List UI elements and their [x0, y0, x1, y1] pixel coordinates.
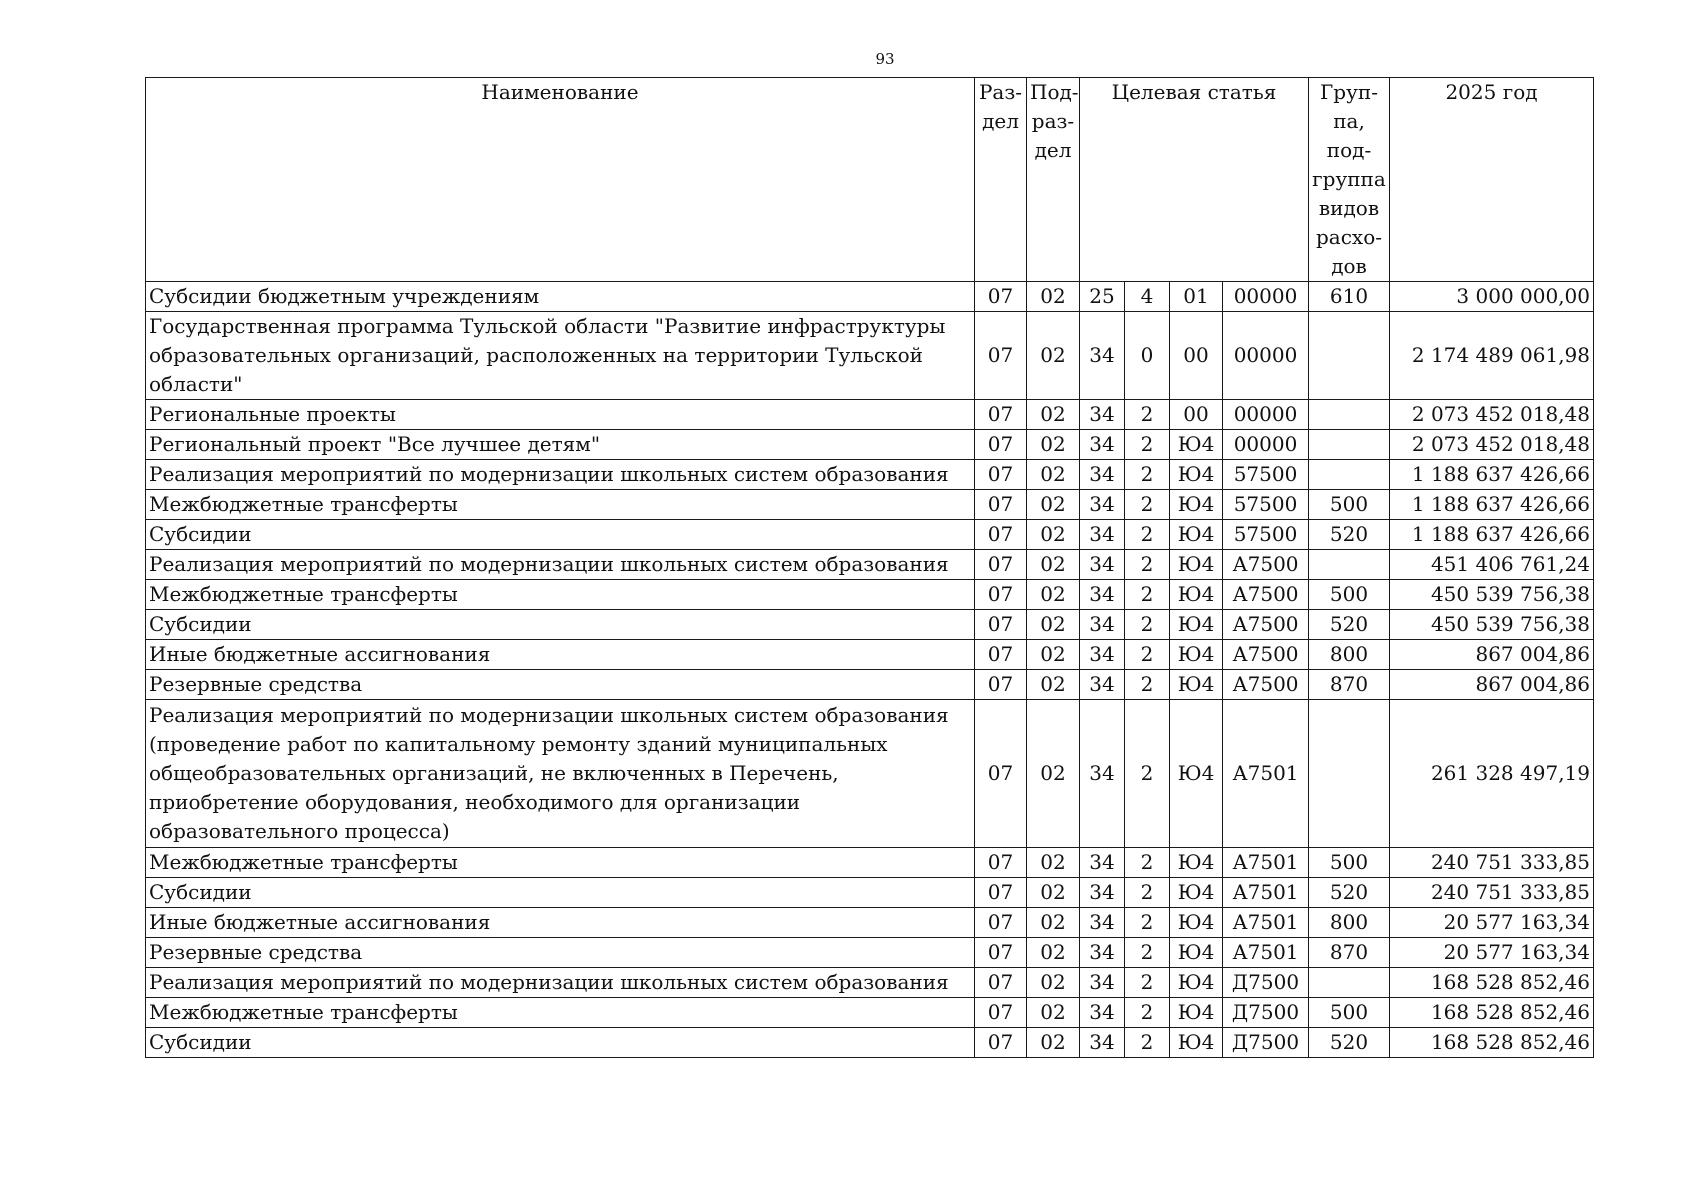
row-target-direction: 57500 [1223, 520, 1309, 550]
row-target-subprogram: 2 [1125, 968, 1170, 998]
table-row [146, 1028, 1594, 1058]
row-subsection: 02 [1027, 908, 1080, 938]
row-section: 07 [975, 312, 1027, 400]
row-target-subprogram: 2 [1125, 610, 1170, 640]
row-name: Резервные средства [146, 938, 975, 968]
row-amount: 2 073 452 018,48 [1390, 430, 1594, 460]
row-section: 07 [975, 848, 1027, 878]
row-target-subprogram: 4 [1125, 282, 1170, 312]
row-expense-group: 500 [1309, 848, 1390, 878]
row-expense-group: 500 [1309, 490, 1390, 520]
row-target-event: Ю4 [1170, 848, 1223, 878]
row-amount: 867 004,86 [1390, 640, 1594, 670]
budget-table [145, 77, 1594, 1058]
row-target-event: Ю4 [1170, 640, 1223, 670]
row-target-event: Ю4 [1170, 610, 1223, 640]
row-amount: 20 577 163,34 [1390, 938, 1594, 968]
row-subsection: 02 [1027, 938, 1080, 968]
row-name: Субсидии бюджетным учреждениям [146, 282, 975, 312]
row-name: Региональный проект "Все лучшее детям" [146, 430, 975, 460]
row-target-program: 34 [1080, 878, 1125, 908]
row-target-subprogram: 2 [1125, 938, 1170, 968]
row-section: 07 [975, 908, 1027, 938]
row-target-event: 00 [1170, 312, 1223, 400]
row-target-event: 00 [1170, 400, 1223, 430]
row-subsection: 02 [1027, 998, 1080, 1028]
row-expense-group: 610 [1309, 282, 1390, 312]
row-section: 07 [975, 490, 1027, 520]
row-target-direction: А7500 [1223, 640, 1309, 670]
row-target-event: Ю4 [1170, 670, 1223, 700]
row-target-program: 34 [1080, 550, 1125, 580]
row-subsection: 02 [1027, 550, 1080, 580]
row-target-program: 34 [1080, 1028, 1125, 1058]
row-subsection: 02 [1027, 1028, 1080, 1058]
row-subsection: 02 [1027, 968, 1080, 998]
row-amount: 168 528 852,46 [1390, 1028, 1594, 1058]
row-target-subprogram: 0 [1125, 312, 1170, 400]
row-expense-group: 800 [1309, 908, 1390, 938]
row-target-event: Ю4 [1170, 1028, 1223, 1058]
row-target-subprogram: 2 [1125, 908, 1170, 938]
row-section: 07 [975, 1028, 1027, 1058]
row-amount: 450 539 756,38 [1390, 580, 1594, 610]
row-expense-group [1309, 460, 1390, 490]
row-target-direction: 00000 [1223, 430, 1309, 460]
row-target-subprogram: 2 [1125, 998, 1170, 1028]
row-name: Реализация мероприятий по модернизации школьных систем образования [146, 460, 975, 490]
row-target-direction: 00000 [1223, 312, 1309, 400]
row-subsection: 02 [1027, 430, 1080, 460]
row-name: Региональные проекты [146, 400, 975, 430]
row-target-direction: А7501 [1223, 938, 1309, 968]
row-section: 07 [975, 998, 1027, 1028]
row-section: 07 [975, 520, 1027, 550]
row-target-subprogram: 2 [1125, 670, 1170, 700]
row-expense-group: 520 [1309, 878, 1390, 908]
row-target-program: 34 [1080, 670, 1125, 700]
row-section: 07 [975, 700, 1027, 848]
table-row [146, 878, 1594, 908]
row-target-program: 34 [1080, 400, 1125, 430]
row-target-program: 34 [1080, 848, 1125, 878]
row-target-program: 34 [1080, 580, 1125, 610]
row-name: Межбюджетные трансферты [146, 490, 975, 520]
row-amount: 451 406 761,24 [1390, 550, 1594, 580]
table-row [146, 610, 1594, 640]
table-body [146, 282, 1594, 1058]
row-subsection: 02 [1027, 700, 1080, 848]
row-target-event: Ю4 [1170, 878, 1223, 908]
header-section: Раз-дел [975, 78, 1027, 282]
row-section: 07 [975, 670, 1027, 700]
row-section: 07 [975, 550, 1027, 580]
row-target-event: Ю4 [1170, 968, 1223, 998]
row-target-event: Ю4 [1170, 490, 1223, 520]
row-target-program: 34 [1080, 490, 1125, 520]
row-amount: 3 000 000,00 [1390, 282, 1594, 312]
row-target-subprogram: 2 [1125, 640, 1170, 670]
row-target-subprogram: 2 [1125, 700, 1170, 848]
table-row [146, 848, 1594, 878]
row-expense-group [1309, 400, 1390, 430]
row-name: Межбюджетные трансферты [146, 580, 975, 610]
row-expense-group [1309, 430, 1390, 460]
row-section: 07 [975, 430, 1027, 460]
row-section: 07 [975, 968, 1027, 998]
table-row [146, 968, 1594, 998]
row-section: 07 [975, 400, 1027, 430]
row-amount: 168 528 852,46 [1390, 968, 1594, 998]
row-target-subprogram: 2 [1125, 400, 1170, 430]
row-name: Резервные средства [146, 670, 975, 700]
row-expense-group [1309, 550, 1390, 580]
row-amount: 450 539 756,38 [1390, 610, 1594, 640]
row-target-subprogram: 2 [1125, 460, 1170, 490]
row-target-program: 34 [1080, 968, 1125, 998]
row-target-direction: 00000 [1223, 282, 1309, 312]
table-row [146, 430, 1594, 460]
table-row [146, 282, 1594, 312]
row-target-subprogram: 2 [1125, 430, 1170, 460]
row-subsection: 02 [1027, 520, 1080, 550]
row-subsection: 02 [1027, 282, 1080, 312]
row-name: Государственная программа Тульской области "Развитие инфраструктуры образовательных организаций, расположенных на территории Тульской области" [146, 312, 975, 400]
row-amount: 240 751 333,85 [1390, 878, 1594, 908]
row-expense-group: 800 [1309, 640, 1390, 670]
row-subsection: 02 [1027, 460, 1080, 490]
row-amount: 240 751 333,85 [1390, 848, 1594, 878]
table-row [146, 400, 1594, 430]
row-subsection: 02 [1027, 640, 1080, 670]
row-target-event: Ю4 [1170, 998, 1223, 1028]
row-target-direction: 57500 [1223, 490, 1309, 520]
row-target-subprogram: 2 [1125, 1028, 1170, 1058]
header-year: 2025 год [1390, 78, 1594, 282]
row-section: 07 [975, 640, 1027, 670]
row-name: Межбюджетные трансферты [146, 848, 975, 878]
row-target-event: Ю4 [1170, 550, 1223, 580]
header-subsection: Под-раз-дел [1027, 78, 1080, 282]
row-target-event: Ю4 [1170, 430, 1223, 460]
row-subsection: 02 [1027, 670, 1080, 700]
row-section: 07 [975, 938, 1027, 968]
row-subsection: 02 [1027, 878, 1080, 908]
row-amount: 2 174 489 061,98 [1390, 312, 1594, 400]
row-name: Субсидии [146, 1028, 975, 1058]
row-target-program: 34 [1080, 460, 1125, 490]
row-target-event: Ю4 [1170, 460, 1223, 490]
row-target-direction: А7500 [1223, 580, 1309, 610]
row-subsection: 02 [1027, 400, 1080, 430]
row-target-event: Ю4 [1170, 908, 1223, 938]
row-target-event: 01 [1170, 282, 1223, 312]
row-target-direction: А7501 [1223, 908, 1309, 938]
row-target-program: 34 [1080, 610, 1125, 640]
row-target-direction: А7501 [1223, 848, 1309, 878]
row-target-subprogram: 2 [1125, 550, 1170, 580]
row-expense-group: 500 [1309, 580, 1390, 610]
row-expense-group: 870 [1309, 938, 1390, 968]
page-number: 93 [875, 50, 895, 68]
row-target-direction: А7500 [1223, 610, 1309, 640]
table-row [146, 908, 1594, 938]
row-amount: 867 004,86 [1390, 670, 1594, 700]
row-target-event: Ю4 [1170, 580, 1223, 610]
table-row [146, 670, 1594, 700]
row-target-direction: А7500 [1223, 670, 1309, 700]
row-target-direction: 57500 [1223, 460, 1309, 490]
row-target-direction: А7501 [1223, 700, 1309, 848]
row-target-program: 34 [1080, 312, 1125, 400]
table-row [146, 490, 1594, 520]
row-amount: 1 188 637 426,66 [1390, 520, 1594, 550]
row-target-direction: Д7500 [1223, 1028, 1309, 1058]
row-expense-group: 870 [1309, 670, 1390, 700]
row-amount: 1 188 637 426,66 [1390, 490, 1594, 520]
row-name: Реализация мероприятий по модернизации школьных систем образования [146, 968, 975, 998]
row-subsection: 02 [1027, 610, 1080, 640]
row-target-program: 25 [1080, 282, 1125, 312]
table-row [146, 640, 1594, 670]
row-expense-group: 520 [1309, 520, 1390, 550]
row-name: Иные бюджетные ассигнования [146, 908, 975, 938]
row-target-program: 34 [1080, 700, 1125, 848]
row-section: 07 [975, 282, 1027, 312]
row-subsection: 02 [1027, 580, 1080, 610]
row-name: Реализация мероприятий по модернизации школьных систем образования (проведение работ по капитальному ремонту зданий муниципальных общеобразовательных организаций, не включенных в Перечень, приобретение оборудования, необходимого для организации образовательного процесса) [146, 700, 975, 848]
table-header-row [146, 78, 1594, 282]
row-target-event: Ю4 [1170, 938, 1223, 968]
row-target-direction: А7500 [1223, 550, 1309, 580]
row-expense-group [1309, 312, 1390, 400]
row-target-event: Ю4 [1170, 700, 1223, 848]
row-target-program: 34 [1080, 640, 1125, 670]
header-expense-group: Груп-па, под-группа видов расхо-дов [1309, 78, 1390, 282]
row-target-subprogram: 2 [1125, 878, 1170, 908]
row-expense-group: 520 [1309, 1028, 1390, 1058]
table-row [146, 998, 1594, 1028]
row-amount: 2 073 452 018,48 [1390, 400, 1594, 430]
row-section: 07 [975, 580, 1027, 610]
table-row [146, 312, 1594, 400]
row-amount: 261 328 497,19 [1390, 700, 1594, 848]
row-name: Субсидии [146, 610, 975, 640]
row-name: Межбюджетные трансферты [146, 998, 975, 1028]
row-target-direction: 00000 [1223, 400, 1309, 430]
row-amount: 1 188 637 426,66 [1390, 460, 1594, 490]
row-name: Субсидии [146, 878, 975, 908]
row-target-program: 34 [1080, 998, 1125, 1028]
row-name: Реализация мероприятий по модернизации школьных систем образования [146, 550, 975, 580]
row-section: 07 [975, 878, 1027, 908]
row-target-direction: Д7500 [1223, 998, 1309, 1028]
table-row [146, 700, 1594, 848]
row-name: Субсидии [146, 520, 975, 550]
row-target-direction: А7501 [1223, 878, 1309, 908]
row-subsection: 02 [1027, 312, 1080, 400]
header-target-article: Целевая статья [1080, 78, 1309, 282]
row-amount: 20 577 163,34 [1390, 908, 1594, 938]
row-target-program: 34 [1080, 430, 1125, 460]
row-expense-group [1309, 968, 1390, 998]
row-amount: 168 528 852,46 [1390, 998, 1594, 1028]
row-subsection: 02 [1027, 490, 1080, 520]
table-row [146, 580, 1594, 610]
row-name: Иные бюджетные ассигнования [146, 640, 975, 670]
header-name: Наименование [146, 78, 975, 282]
row-section: 07 [975, 460, 1027, 490]
row-target-program: 34 [1080, 520, 1125, 550]
table-row [146, 520, 1594, 550]
row-section: 07 [975, 610, 1027, 640]
row-expense-group: 500 [1309, 998, 1390, 1028]
row-target-subprogram: 2 [1125, 490, 1170, 520]
row-target-event: Ю4 [1170, 520, 1223, 550]
row-target-subprogram: 2 [1125, 580, 1170, 610]
row-target-program: 34 [1080, 938, 1125, 968]
row-subsection: 02 [1027, 848, 1080, 878]
row-target-subprogram: 2 [1125, 520, 1170, 550]
table-row [146, 938, 1594, 968]
row-expense-group: 520 [1309, 610, 1390, 640]
table-row [146, 550, 1594, 580]
row-target-subprogram: 2 [1125, 848, 1170, 878]
row-expense-group [1309, 700, 1390, 848]
row-target-program: 34 [1080, 908, 1125, 938]
row-target-direction: Д7500 [1223, 968, 1309, 998]
table-row [146, 460, 1594, 490]
